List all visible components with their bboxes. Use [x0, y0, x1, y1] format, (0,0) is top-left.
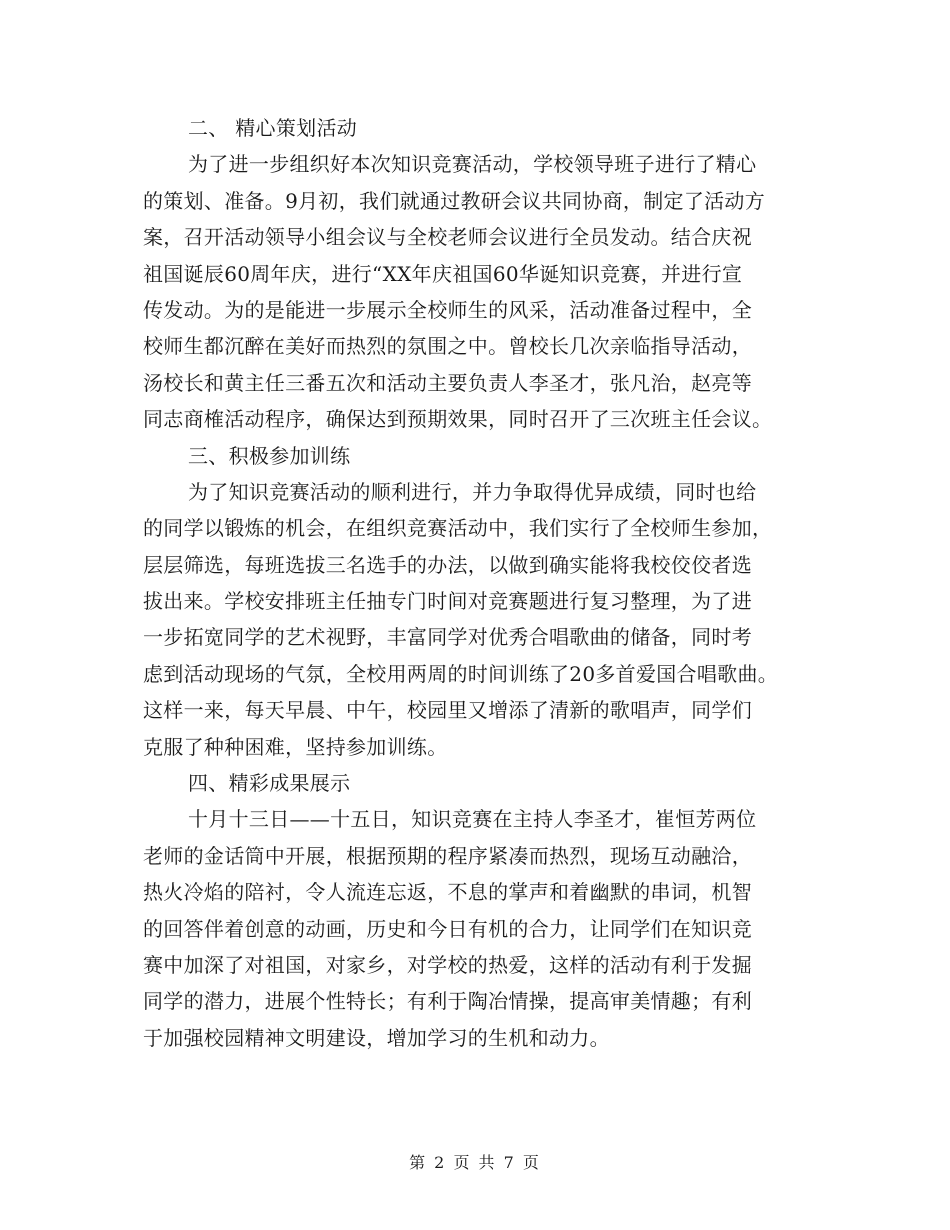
paragraph-line: 祖国诞辰60周年庆，进行“XX年庆祖国60华诞知识竞赛，并进行宣: [143, 261, 743, 286]
paragraph-line: 这样一来，每天早晨、中午，校园里又增添了清新的歌唱声，同学们: [143, 698, 752, 723]
paragraph-line: 同学的潜力，进展个性特长；有利于陶冶情操，提高审美情趣；有利: [143, 989, 752, 1014]
page-number-footer: 第 2 页 共 7 页: [409, 1153, 541, 1172]
paragraph-line: 老师的金话筒中开展，根据预期的程序紧凑而热烈，现场互动融洽，: [143, 843, 752, 868]
paragraph-line: 的策划、准备。9月初，我们就通过教研会议共同协商，制定了活动方: [143, 188, 766, 213]
paragraph-line: 传发动。为的是能进一步展示全校师生的风采，活动准备过程中，全: [143, 297, 752, 322]
paragraph-line: 克服了种种困难，坚持参加训练。: [143, 734, 448, 759]
section-heading: 三、积极参加训练: [188, 443, 351, 468]
paragraph-line: 为了知识竞赛活动的顺利进行，并力争取得优异成绩，同时也给: [188, 479, 757, 504]
paragraph-line: 同志商榷活动程序，确保达到预期效果，同时召开了三次班主任会议。: [143, 407, 773, 432]
paragraph-line: 案，召开活动领导小组会议与全校老师会议进行全员发动。结合庆祝: [143, 225, 752, 250]
paragraph-line: 层层筛选，每班选拔三名选手的办法，以做到确实能将我校佼佼者选: [143, 552, 752, 577]
paragraph-line: 拔出来。学校安排班主任抽专门时间对竞赛题进行复习整理，为了进: [143, 589, 752, 614]
paragraph-line: 校师生都沉醉在美好而热烈的氛围之中。曾校长几次亲临指导活动，: [143, 334, 752, 359]
document-body: [143, 110, 813, 1056]
paragraph-line: 虑到活动现场的气氛，全校用两周的时间训练了20多首爱国合唱歌曲。: [143, 661, 779, 686]
paragraph-line: 赛中加深了对祖国，对家乡，对学校的热爱，这样的活动有利于发掘: [143, 952, 752, 977]
section-heading: 二、 精心策划活动: [188, 116, 358, 140]
paragraph-line: 的同学以锻炼的机会，在组织竞赛活动中，我们实行了全校师生参加，: [143, 516, 773, 541]
paragraph-line: 热火冷焰的陪衬，令人流连忘返，不息的掌声和着幽默的串词，机智: [143, 880, 752, 905]
paragraph-line: 十月十三日——十五日，知识竞赛在主持人李圣才，崔恒芳两位: [188, 807, 757, 832]
paragraph-line: 于加强校园精神文明建设，增加学习的生机和动力。: [143, 1025, 610, 1050]
paragraph-line: 一步拓宽同学的艺术视野，丰富同学对优秀合唱歌曲的储备，同时考: [143, 625, 752, 650]
paragraph-line: 为了进一步组织好本次知识竞赛活动，学校领导班子进行了精心: [188, 152, 757, 177]
paragraph-line: 的回答伴着创意的动画，历史和今日有机的合力，让同学们在知识竞: [143, 916, 752, 941]
section-heading: 四、精彩成果展示: [188, 771, 351, 796]
paragraph-line: 汤校长和黄主任三番五次和活动主要负责人李圣才，张凡治，赵亮等: [143, 370, 752, 395]
